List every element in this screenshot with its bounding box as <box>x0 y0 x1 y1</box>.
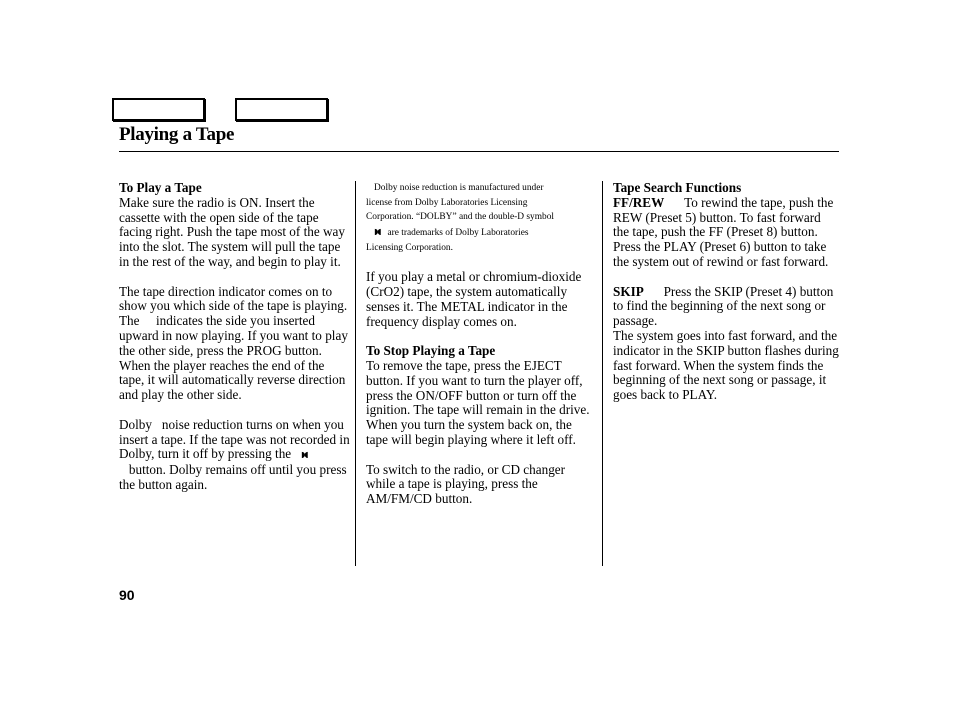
paragraph-skip <box>613 285 839 329</box>
column-metal-stop <box>366 181 596 507</box>
section-heading-stop-tape: To Stop Playing a Tape <box>366 343 496 359</box>
paragraph-metal-tape: If you play a metal or chromium-dioxide (CrO2) tape, the system automatically senses it. The METAL indicator in the frequency display comes on. <box>366 269 582 329</box>
title-rule <box>119 151 839 152</box>
dolby-trademark-footnote <box>366 181 596 256</box>
dolby-text-part1: Dolby noise reduction turns on when you insert a tape. If the tape was not recorded in Dolby, turn it off by pressing the <box>119 416 350 462</box>
footnote-line <box>366 225 596 241</box>
footnote-line: Corporation. “DOLBY” and the double-D symbol <box>366 212 554 223</box>
nav-previous-button[interactable] <box>112 98 205 121</box>
page-number: 90 <box>119 587 135 603</box>
dolby-text-part2: button. Dolby remains off until you press the button again. <box>119 462 347 492</box>
paragraph-ff-rew <box>613 196 839 270</box>
column-tape-search <box>613 181 839 403</box>
paragraph-insert-cassette: Make sure the radio is ON. Insert the cassette with the open side of the tape facing right. Push the tape most of the way into the slot. The system will pull the tape in the rest of the way, and begin to play it. <box>119 194 345 269</box>
footnote-line: Dolby noise reduction is manufactured under <box>374 183 544 193</box>
page-title: Playing a Tape <box>119 124 235 145</box>
nav-next-button[interactable] <box>235 98 328 121</box>
section-heading-tape-search: Tape Search Functions <box>613 180 742 195</box>
ff-rew-text: To rewind the tape, push the REW (Preset 5) button. To fast forward the tape, push the FF (Preset 8) button. Press the PLAY (Preset 6) button to take the system out of rewind or fast forward. <box>613 194 834 269</box>
section-heading-play-tape: To Play a Tape <box>119 180 202 195</box>
footnote-line: license from Dolby Laboratories Licensing <box>366 197 528 208</box>
paragraph-switch-source: To switch to the radio, or CD changer while a tape is playing, press the AM/FM/CD button. <box>366 461 566 507</box>
dolby-double-d-icon: ◗◖ <box>374 227 381 237</box>
skip-label: SKIP <box>613 283 644 299</box>
column-divider <box>602 181 603 566</box>
dolby-double-d-icon: ◗◖ <box>301 450 308 460</box>
paragraph-direction-indicator: The tape direction indicator comes on to show you which side of the tape is playing. The indicates the side you inserted upward in now playing. If you want to play the other side, press the PROG button. When the player reaches the end of the tape, it will automatically reverse direction and play the other side. <box>119 283 348 403</box>
paragraph-dolby <box>119 418 351 493</box>
paragraph-skip-detail: The system goes into fast forward, and the indicator in the SKIP button flashes during fast forward. When the system finds the beginning of the next song or passage, it goes back to PLAY. <box>613 327 839 403</box>
column-divider <box>355 181 356 566</box>
ff-rew-label: FF/REW <box>613 194 665 210</box>
skip-text: Press the SKIP (Preset 4) button to find the beginning of the next song or passage. <box>613 283 834 329</box>
paragraph-stop-tape: To remove the tape, press the EJECT button. If you want to turn the player off, press the ON/OFF button or turn off the ignition. The tape will remain in the drive. When you turn the system back on, the tape will begin playing where it left off. <box>366 358 590 448</box>
footnote-line: Licensing Corporation. <box>366 242 453 253</box>
column-play-tape <box>119 181 351 493</box>
footnote-trademark-text: are trademarks of Dolby Laboratories <box>387 228 529 239</box>
